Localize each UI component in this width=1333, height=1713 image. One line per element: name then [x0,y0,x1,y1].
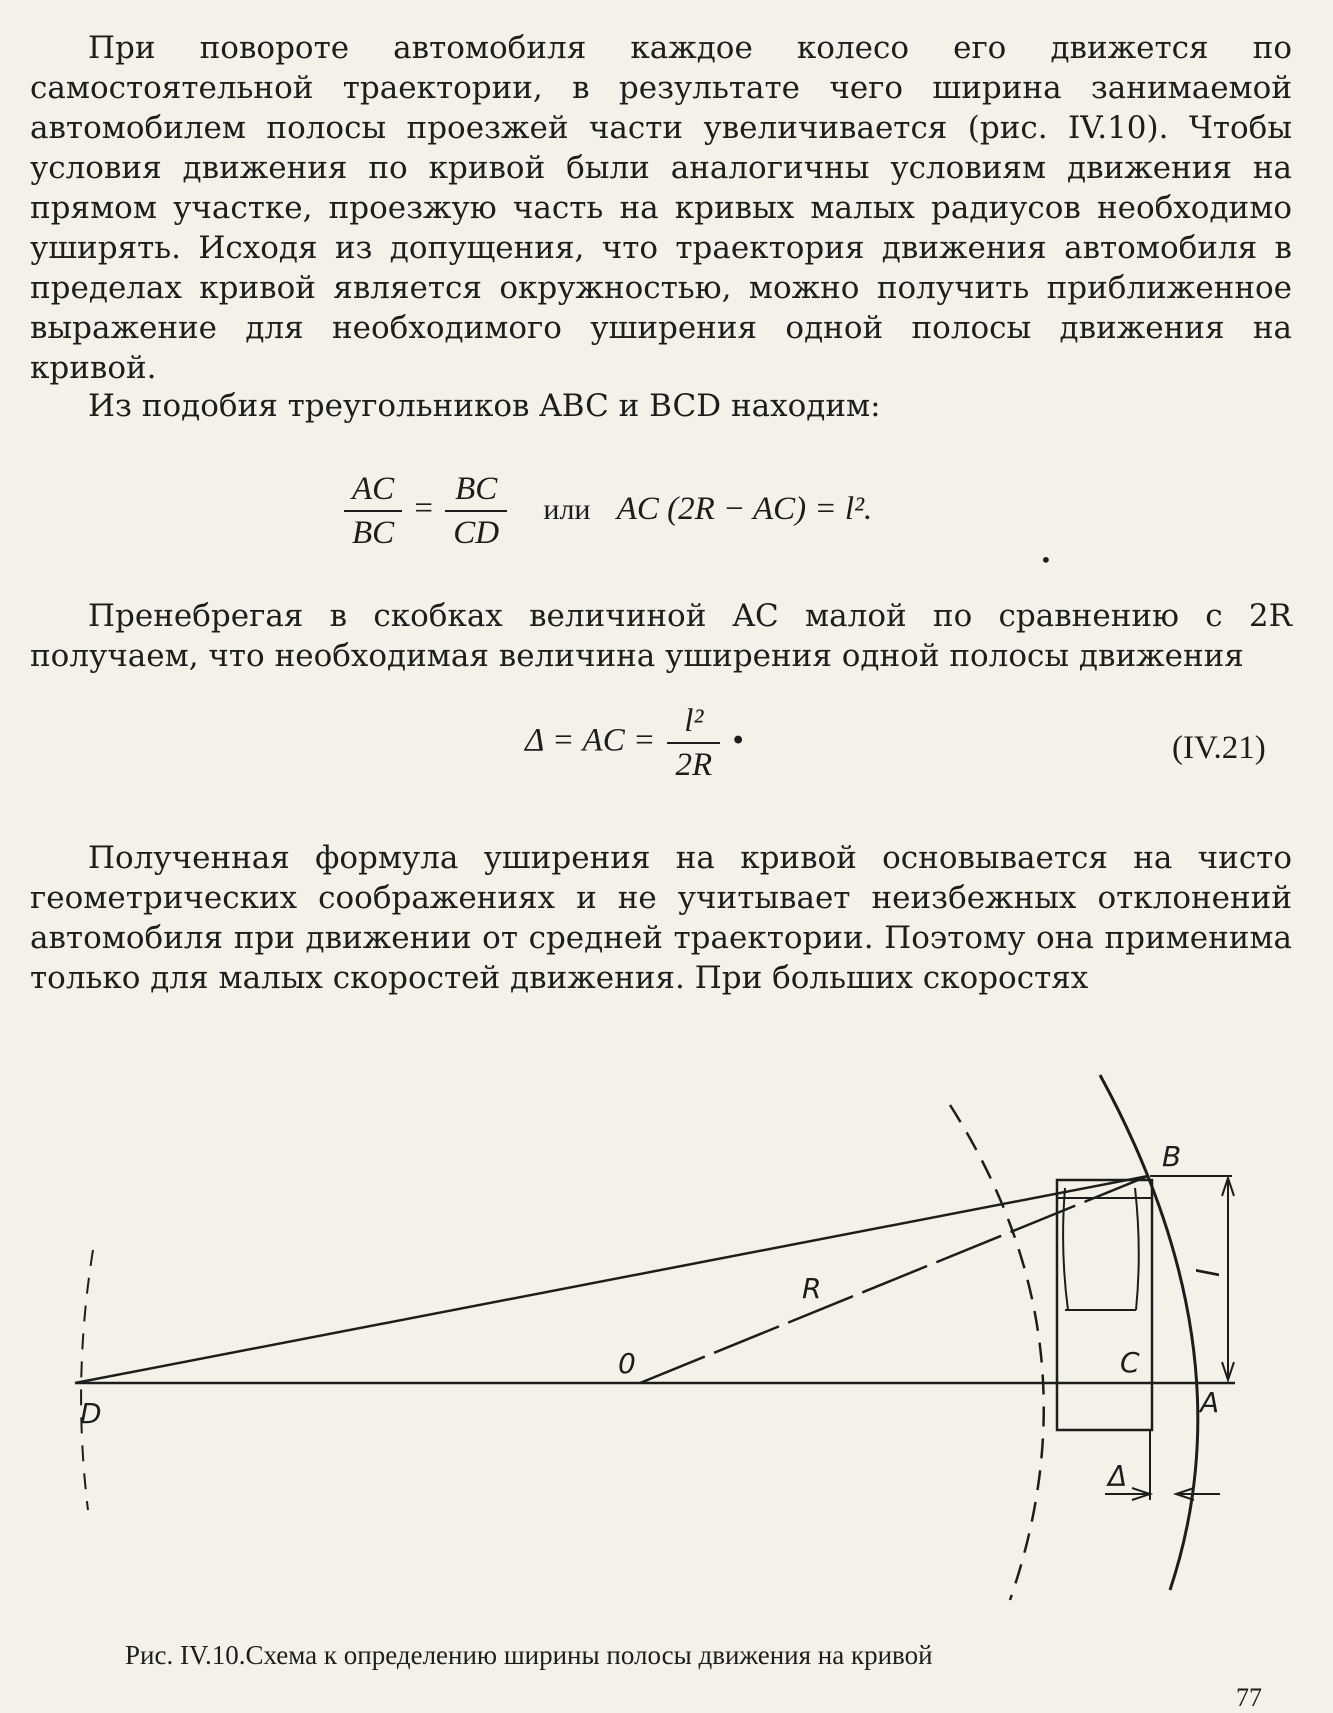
formula-lhs: Δ = AC = [525,722,656,759]
fraction-denominator: BC [352,515,395,551]
figure-caption: Рис. IV.10.Схема к определению ширины полосы движения на кривой [125,1640,933,1670]
equals-sign: = [414,490,434,527]
or-word: или [543,492,591,526]
paragraph-2 [30,386,1292,426]
formula-similarity [340,468,872,554]
label-b: B [1162,1140,1182,1173]
label-delta: Δ [1108,1460,1128,1493]
inner-dashed-arc [950,1105,1044,1600]
formula-end-dot: • [732,722,744,759]
radius-o-b [640,1176,1148,1383]
fraction-denominator: CD [453,515,500,551]
line-d-b [75,1176,1148,1383]
formula-rhs: AC (2R − AC) = l². [616,490,873,527]
fraction-numerator: BC [445,468,507,512]
page-number: 77 [1236,1683,1262,1712]
paragraph-4 [30,838,1292,998]
fraction-denominator: 2R [675,747,713,783]
fraction-ac-bc [344,468,402,554]
figure-diagram [0,1060,1333,1620]
wheel-right [1135,1188,1139,1310]
fraction-bc-cd [445,468,507,554]
wheel-left [1063,1188,1068,1310]
fraction-numerator: AC [344,468,402,512]
equation-number: (IV.21) [1172,730,1266,766]
label-o: 0 [618,1347,636,1380]
stray-dot: • [1040,548,1052,572]
paragraph-4-text: Полученная формула уширения на кривой основывается на чисто геометрических соображениях и не учитывает неизбежных отклонений автомобиля при движении от средней траектории. Поэтому она применима только для малых скоростей движения. При больших скоростях [30,840,1292,996]
paragraph-3 [30,596,1292,676]
label-d: D [80,1397,102,1430]
paragraph-3-text: Пренебрегая в скобках величиной AC малой по сравнению с 2R получаем, что необходимая величина уширения одной полосы движения [30,598,1292,674]
label-c: C [1120,1346,1140,1379]
label-r: R [802,1272,822,1305]
fraction-numerator: l² [667,700,720,744]
paragraph-1 [30,28,1292,388]
label-a: A [1200,1386,1220,1419]
formula-widening [525,700,744,786]
paragraph-1-text: При повороте автомобиля каждое колесо его движется по самостоятельной траектории, в результате чего ширина занимаемой автомобилем полосы проезжей части увеличивается (рис. IV.10). Чтобы условия движения по кривой были аналогичны условиям движения на прямом участке, проезжую часть на кривых малых радиусов необходимо уширять. Исходя из допущения, что траектория движения автомобиля в пределах кривой является окружностью, можно получить приближенное выражение для необходимого уширения одной полосы движения на кривой. [30,30,1292,386]
paragraph-2-text: Из подобия треугольников ABC и BCD находим: [88,388,881,424]
outer-solid-arc [1100,1075,1198,1590]
fraction-l2-2r [667,700,720,786]
label-l: l [1188,1268,1223,1277]
